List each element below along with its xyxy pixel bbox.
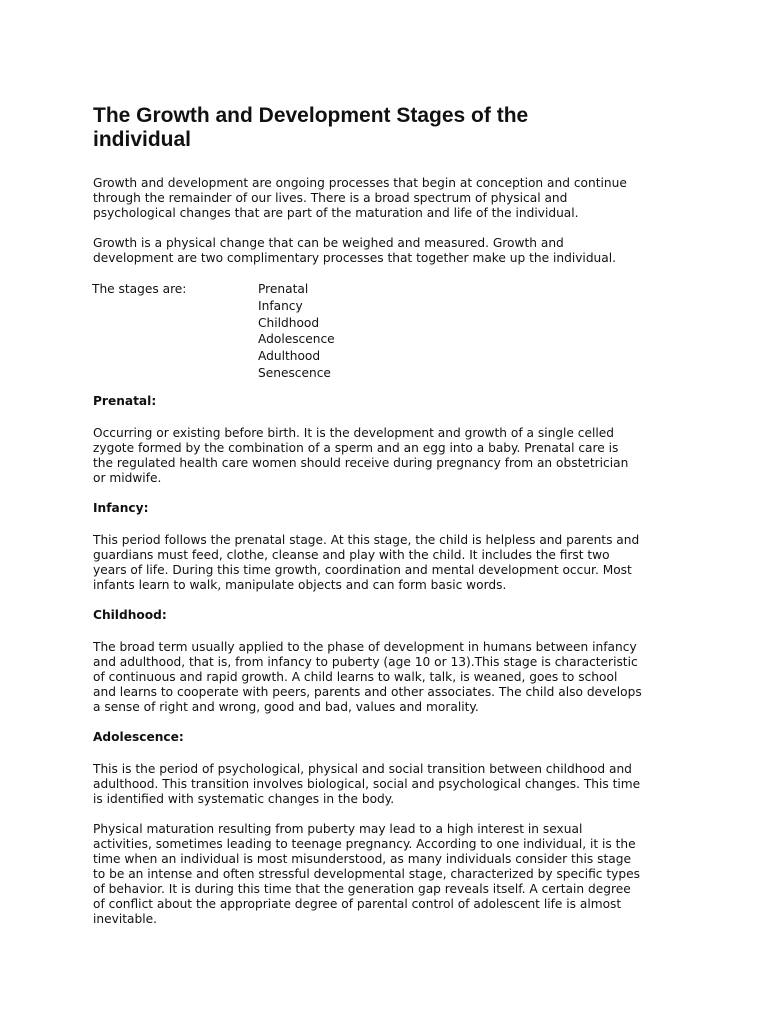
text-line: of continuous and rapid growth. A child learns to walk, talk, is weaned, goes to school: [93, 669, 618, 684]
section-heading-childhood: Childhood:: [93, 607, 167, 622]
text-line: psychological changes that are part of the maturation and life of the individual.: [93, 206, 579, 220]
document-title: [93, 104, 693, 152]
text-line: is identified with systematic changes in the body.: [93, 791, 395, 806]
text-line: This period follows the prenatal stage. At this stage, the child is helpless and parents and: [93, 532, 640, 547]
text-line: to be an intense and often stressful developmental stage, characterized by specific types: [93, 866, 640, 881]
text-line: Growth and development are ongoing processes that begin at conception and continue: [93, 176, 627, 190]
text-line: This is the period of psychological, physical and social transition between childhood and: [93, 761, 632, 776]
stages-list: [258, 281, 335, 382]
title-line: individual: [93, 128, 192, 151]
text-line: The broad term usually applied to the phase of development in humans between infancy: [93, 639, 637, 654]
stages-block: [92, 281, 693, 382]
stages-label: The stages are:: [92, 282, 187, 296]
intro-paragraph: [93, 176, 693, 221]
text-line: of behavior. It is during this time that the generation gap reveals itself. A certain degree: [93, 881, 631, 896]
text-line: and learns to cooperate with peers, parents and other associates. The child also develops: [93, 684, 642, 699]
section-paragraph: [93, 822, 693, 927]
text-line: inevitable.: [93, 911, 157, 926]
text-line: guardians must feed, clothe, cleanse and play with the child. It includes the first two: [93, 547, 610, 562]
section-paragraph: [93, 426, 693, 486]
text-line: Physical maturation resulting from puberty may lead to a high interest in sexual: [93, 821, 583, 836]
stage-item: Adolescence: [258, 332, 335, 347]
section-paragraph: [93, 640, 693, 715]
text-line: or midwife.: [93, 470, 162, 485]
text-line: the regulated health care women should receive during pregnancy from an obstetrician: [93, 455, 629, 470]
stage-item: Adulthood: [258, 349, 321, 364]
text-line: adulthood. This transition involves biological, social and psychological changes. This time: [93, 776, 641, 791]
text-line: development are two complimentary processes that together make up the individual.: [93, 251, 617, 265]
title-line: The Growth and Development Stages of the: [93, 104, 529, 127]
text-line: Growth is a physical change that can be weighed and measured. Growth and: [93, 236, 564, 250]
section-paragraph: [93, 762, 693, 807]
intro-paragraph: [93, 236, 693, 266]
text-line: a sense of right and wrong, good and bad, values and morality.: [93, 699, 479, 714]
stage-item: Infancy: [258, 298, 303, 313]
section-heading-adolescence: Adolescence:: [93, 729, 184, 744]
text-line: Occurring or existing before birth. It is the development and growth of a single celled: [93, 425, 615, 440]
document-page: [93, 104, 693, 942]
stage-item: Senescence: [258, 365, 331, 380]
section-heading-infancy: Infancy:: [93, 500, 149, 515]
text-line: zygote formed by the combination of a sperm and an egg into a baby. Prenatal care is: [93, 440, 619, 455]
text-line: infants learn to walk, manipulate objects and can form basic words.: [93, 577, 507, 592]
text-line: years of life. During this time growth, coordination and mental development occur. Most: [93, 562, 632, 577]
text-line: activities, sometimes leading to teenage pregnancy. According to one individual, it is the: [93, 836, 636, 851]
section-paragraph: [93, 533, 693, 593]
text-line: time when an individual is most misunderstood, as many individuals consider this stage: [93, 851, 631, 866]
stage-item: Prenatal: [258, 282, 309, 296]
section-heading-prenatal: Prenatal:: [93, 393, 157, 408]
stage-item: Childhood: [258, 315, 320, 330]
text-line: through the remainder of our lives. There is a broad spectrum of physical and: [93, 191, 568, 205]
text-line: and adulthood, that is, from infancy to puberty (age 10 or 13).This stage is characteristic: [93, 654, 638, 669]
text-line: of conflict about the appropriate degree of parental control of adolescent life is almost: [93, 896, 622, 911]
